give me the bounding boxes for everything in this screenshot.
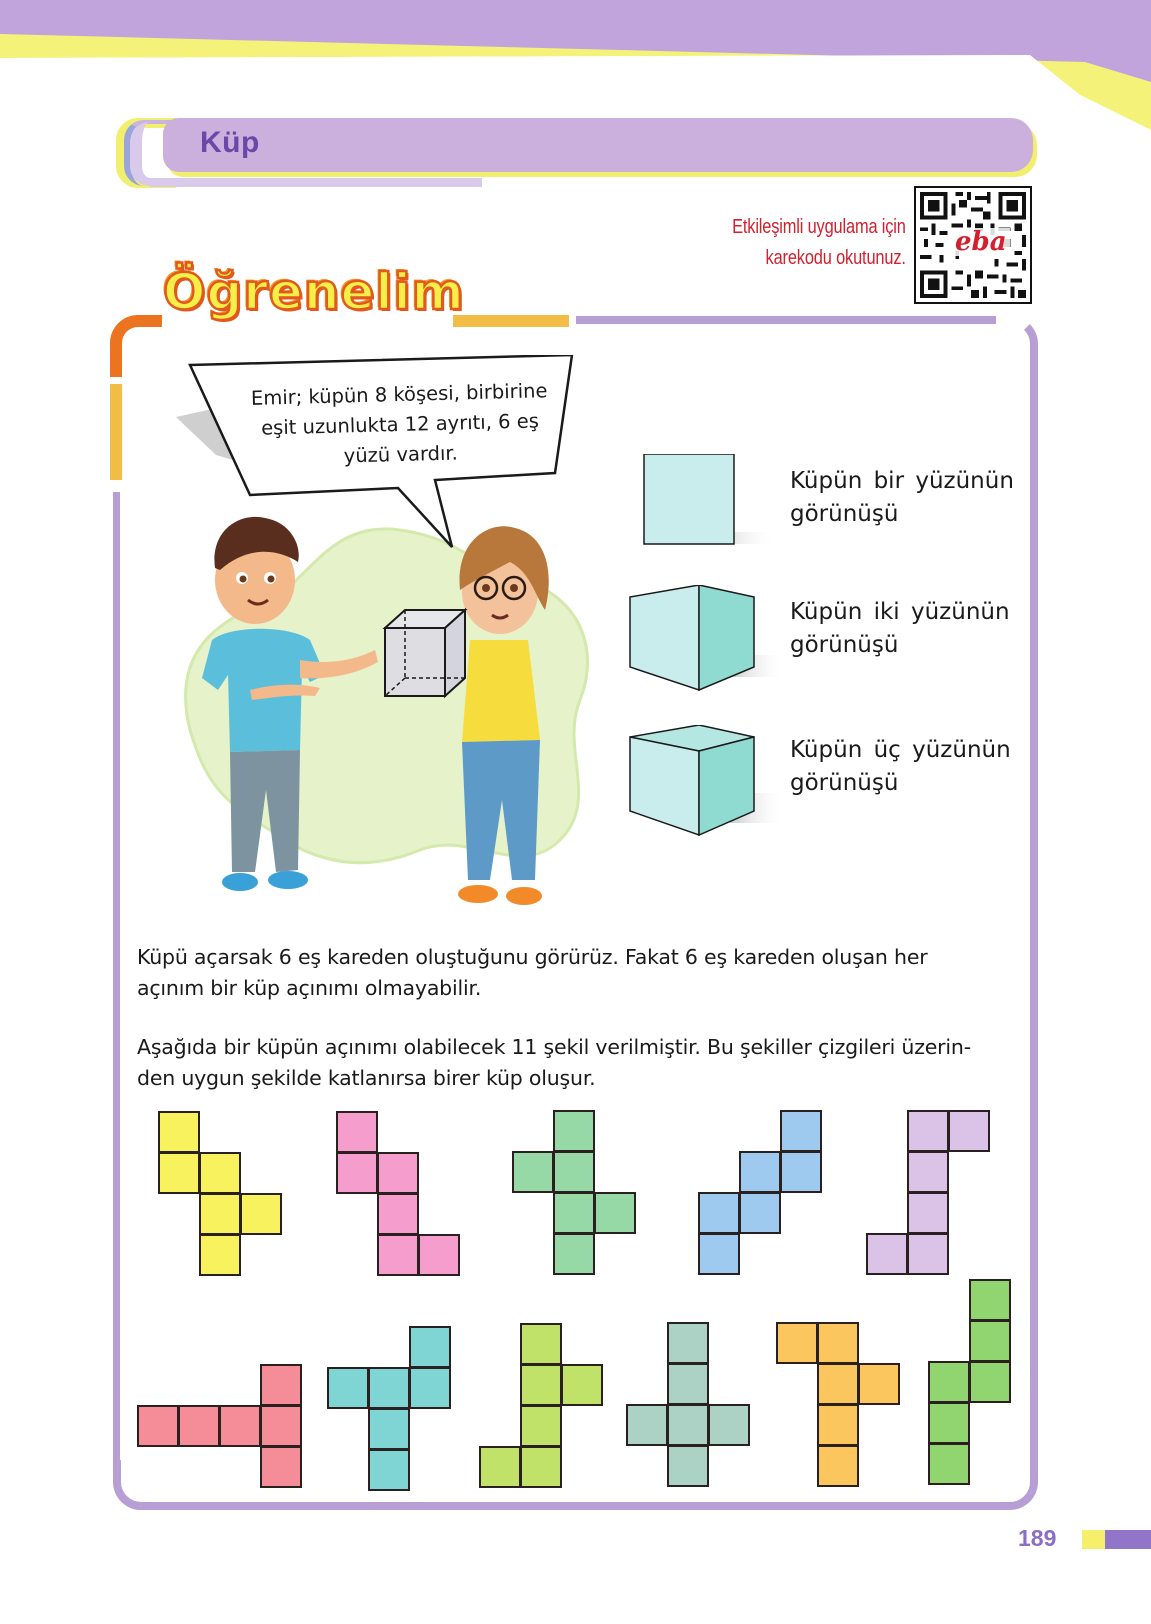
footer-decoration-yellow	[1082, 1530, 1105, 1549]
net-square	[368, 1449, 410, 1491]
net-square	[336, 1111, 378, 1153]
net-square	[948, 1110, 990, 1152]
bubble-line: Emir; küpün 8 köşesi, birbirine	[250, 379, 548, 410]
net-square	[368, 1408, 410, 1450]
page-number: 189	[1018, 1525, 1057, 1551]
square-face-icon	[620, 454, 790, 564]
net-square	[780, 1151, 822, 1193]
net-square	[866, 1233, 908, 1275]
net-square	[553, 1233, 595, 1275]
net-square	[698, 1192, 740, 1234]
cube-view-label	[790, 596, 1020, 662]
net-square	[928, 1361, 970, 1403]
net-square	[553, 1110, 595, 1152]
paragraph-line: Küpü açarsak 6 eş kareden oluştuğunu görürüz. Fakat 6 eş kareden oluşan her	[137, 945, 928, 969]
cube-view-one-face	[620, 454, 1020, 564]
net-square	[240, 1193, 282, 1235]
eba-logo: eba	[952, 228, 1010, 256]
paragraph-nets	[137, 1032, 1013, 1094]
cube-view-three-faces	[620, 725, 1020, 835]
net-square	[817, 1404, 859, 1446]
net-square	[219, 1405, 261, 1447]
frame-accent-yellow	[110, 384, 122, 480]
net-square	[928, 1443, 970, 1485]
net-square	[178, 1405, 220, 1447]
net-square	[858, 1363, 900, 1405]
net-square	[520, 1323, 562, 1365]
page-title: Küp	[200, 126, 260, 159]
net-square	[199, 1234, 241, 1276]
qr-caption-line: Etkileşimli uygulama için	[732, 216, 906, 238]
net-square	[667, 1322, 709, 1364]
net-square	[409, 1326, 451, 1368]
net-square	[667, 1445, 709, 1487]
qr-code[interactable]	[914, 186, 1032, 304]
net-square	[907, 1192, 949, 1234]
label-line: Küpün üç yüzünün	[790, 737, 1011, 763]
net-square	[739, 1192, 781, 1234]
net-square	[479, 1446, 521, 1488]
paragraph-intro	[137, 942, 1013, 1004]
net-square	[817, 1363, 859, 1405]
qr-caption-line: karekodu okutunuz.	[765, 247, 906, 269]
paragraph-line: açınım bir küp açınımı olmayabilir.	[137, 976, 482, 1000]
net-square	[199, 1152, 241, 1194]
net-square	[158, 1111, 200, 1153]
cube-view-label	[790, 465, 1020, 531]
section-heading: Öğrenelim	[163, 263, 465, 321]
net-square	[739, 1151, 781, 1193]
cube-three-faces-icon	[620, 725, 790, 840]
net-square	[377, 1234, 419, 1276]
net-square	[520, 1446, 562, 1488]
label-line: görünüşü	[790, 632, 899, 658]
qr-caption	[732, 212, 906, 274]
net-square	[708, 1404, 750, 1446]
net-square	[817, 1322, 859, 1364]
cube-view-two-faces	[620, 585, 1020, 695]
net-square	[418, 1234, 460, 1276]
net-square	[969, 1361, 1011, 1403]
net-square	[260, 1364, 302, 1406]
net-square	[327, 1367, 369, 1409]
cube-two-faces-icon	[620, 585, 790, 695]
net-square	[698, 1233, 740, 1275]
net-square	[260, 1446, 302, 1488]
bubble-line: eşit uzunlukta 12 ayrıtı, 6 eş	[260, 409, 540, 440]
title-bar	[163, 118, 1033, 172]
paragraph-line: Aşağıda bir küpün açınımı olabilecek 11 şekil verilmiştir. Bu şekiller çizgileri üzerin-	[137, 1035, 971, 1059]
net-square	[594, 1192, 636, 1234]
net-square	[928, 1402, 970, 1444]
net-square	[377, 1193, 419, 1235]
net-square	[817, 1445, 859, 1487]
net-square	[907, 1233, 949, 1275]
title-underline	[150, 178, 482, 187]
net-square	[158, 1152, 200, 1194]
net-square	[520, 1364, 562, 1406]
net-square	[260, 1405, 302, 1447]
net-square	[409, 1367, 451, 1409]
cube-view-label	[790, 734, 1020, 800]
net-square	[336, 1152, 378, 1194]
section-heading-line	[453, 315, 569, 327]
net-square	[368, 1367, 410, 1409]
net-square	[520, 1405, 562, 1447]
net-square	[776, 1322, 818, 1364]
label-line: görünüşü	[790, 501, 899, 527]
children-illustration	[160, 500, 600, 940]
net-square	[780, 1110, 822, 1152]
net-square	[907, 1151, 949, 1193]
frame-bottom-left-corner	[113, 1460, 153, 1510]
net-square	[553, 1151, 595, 1193]
bubble-line: yüzü vardır.	[343, 441, 459, 468]
net-square	[907, 1110, 949, 1152]
transparent-cube-icon	[385, 610, 465, 696]
label-line: Küpün bir yüzünün	[790, 468, 1014, 494]
frame-corner-orange	[110, 315, 162, 377]
net-square	[137, 1405, 179, 1447]
net-square	[561, 1364, 603, 1406]
net-square	[626, 1404, 668, 1446]
net-square	[667, 1363, 709, 1405]
net-square	[377, 1152, 419, 1194]
net-square	[199, 1193, 241, 1235]
label-line: Küpün iki yüzünün	[790, 599, 1010, 625]
footer-decoration-purple	[1105, 1530, 1151, 1549]
net-square	[969, 1279, 1011, 1321]
net-square	[512, 1151, 554, 1193]
net-square	[667, 1404, 709, 1446]
net-square	[969, 1320, 1011, 1362]
paragraph-line: den uygun şekilde katlanırsa birer küp oluşur.	[137, 1066, 596, 1090]
frame-top-border	[576, 316, 996, 324]
net-square	[553, 1192, 595, 1234]
label-line: görünüşü	[790, 770, 899, 796]
frame-left-border	[113, 492, 120, 1482]
speech-bubble-text	[219, 375, 581, 474]
